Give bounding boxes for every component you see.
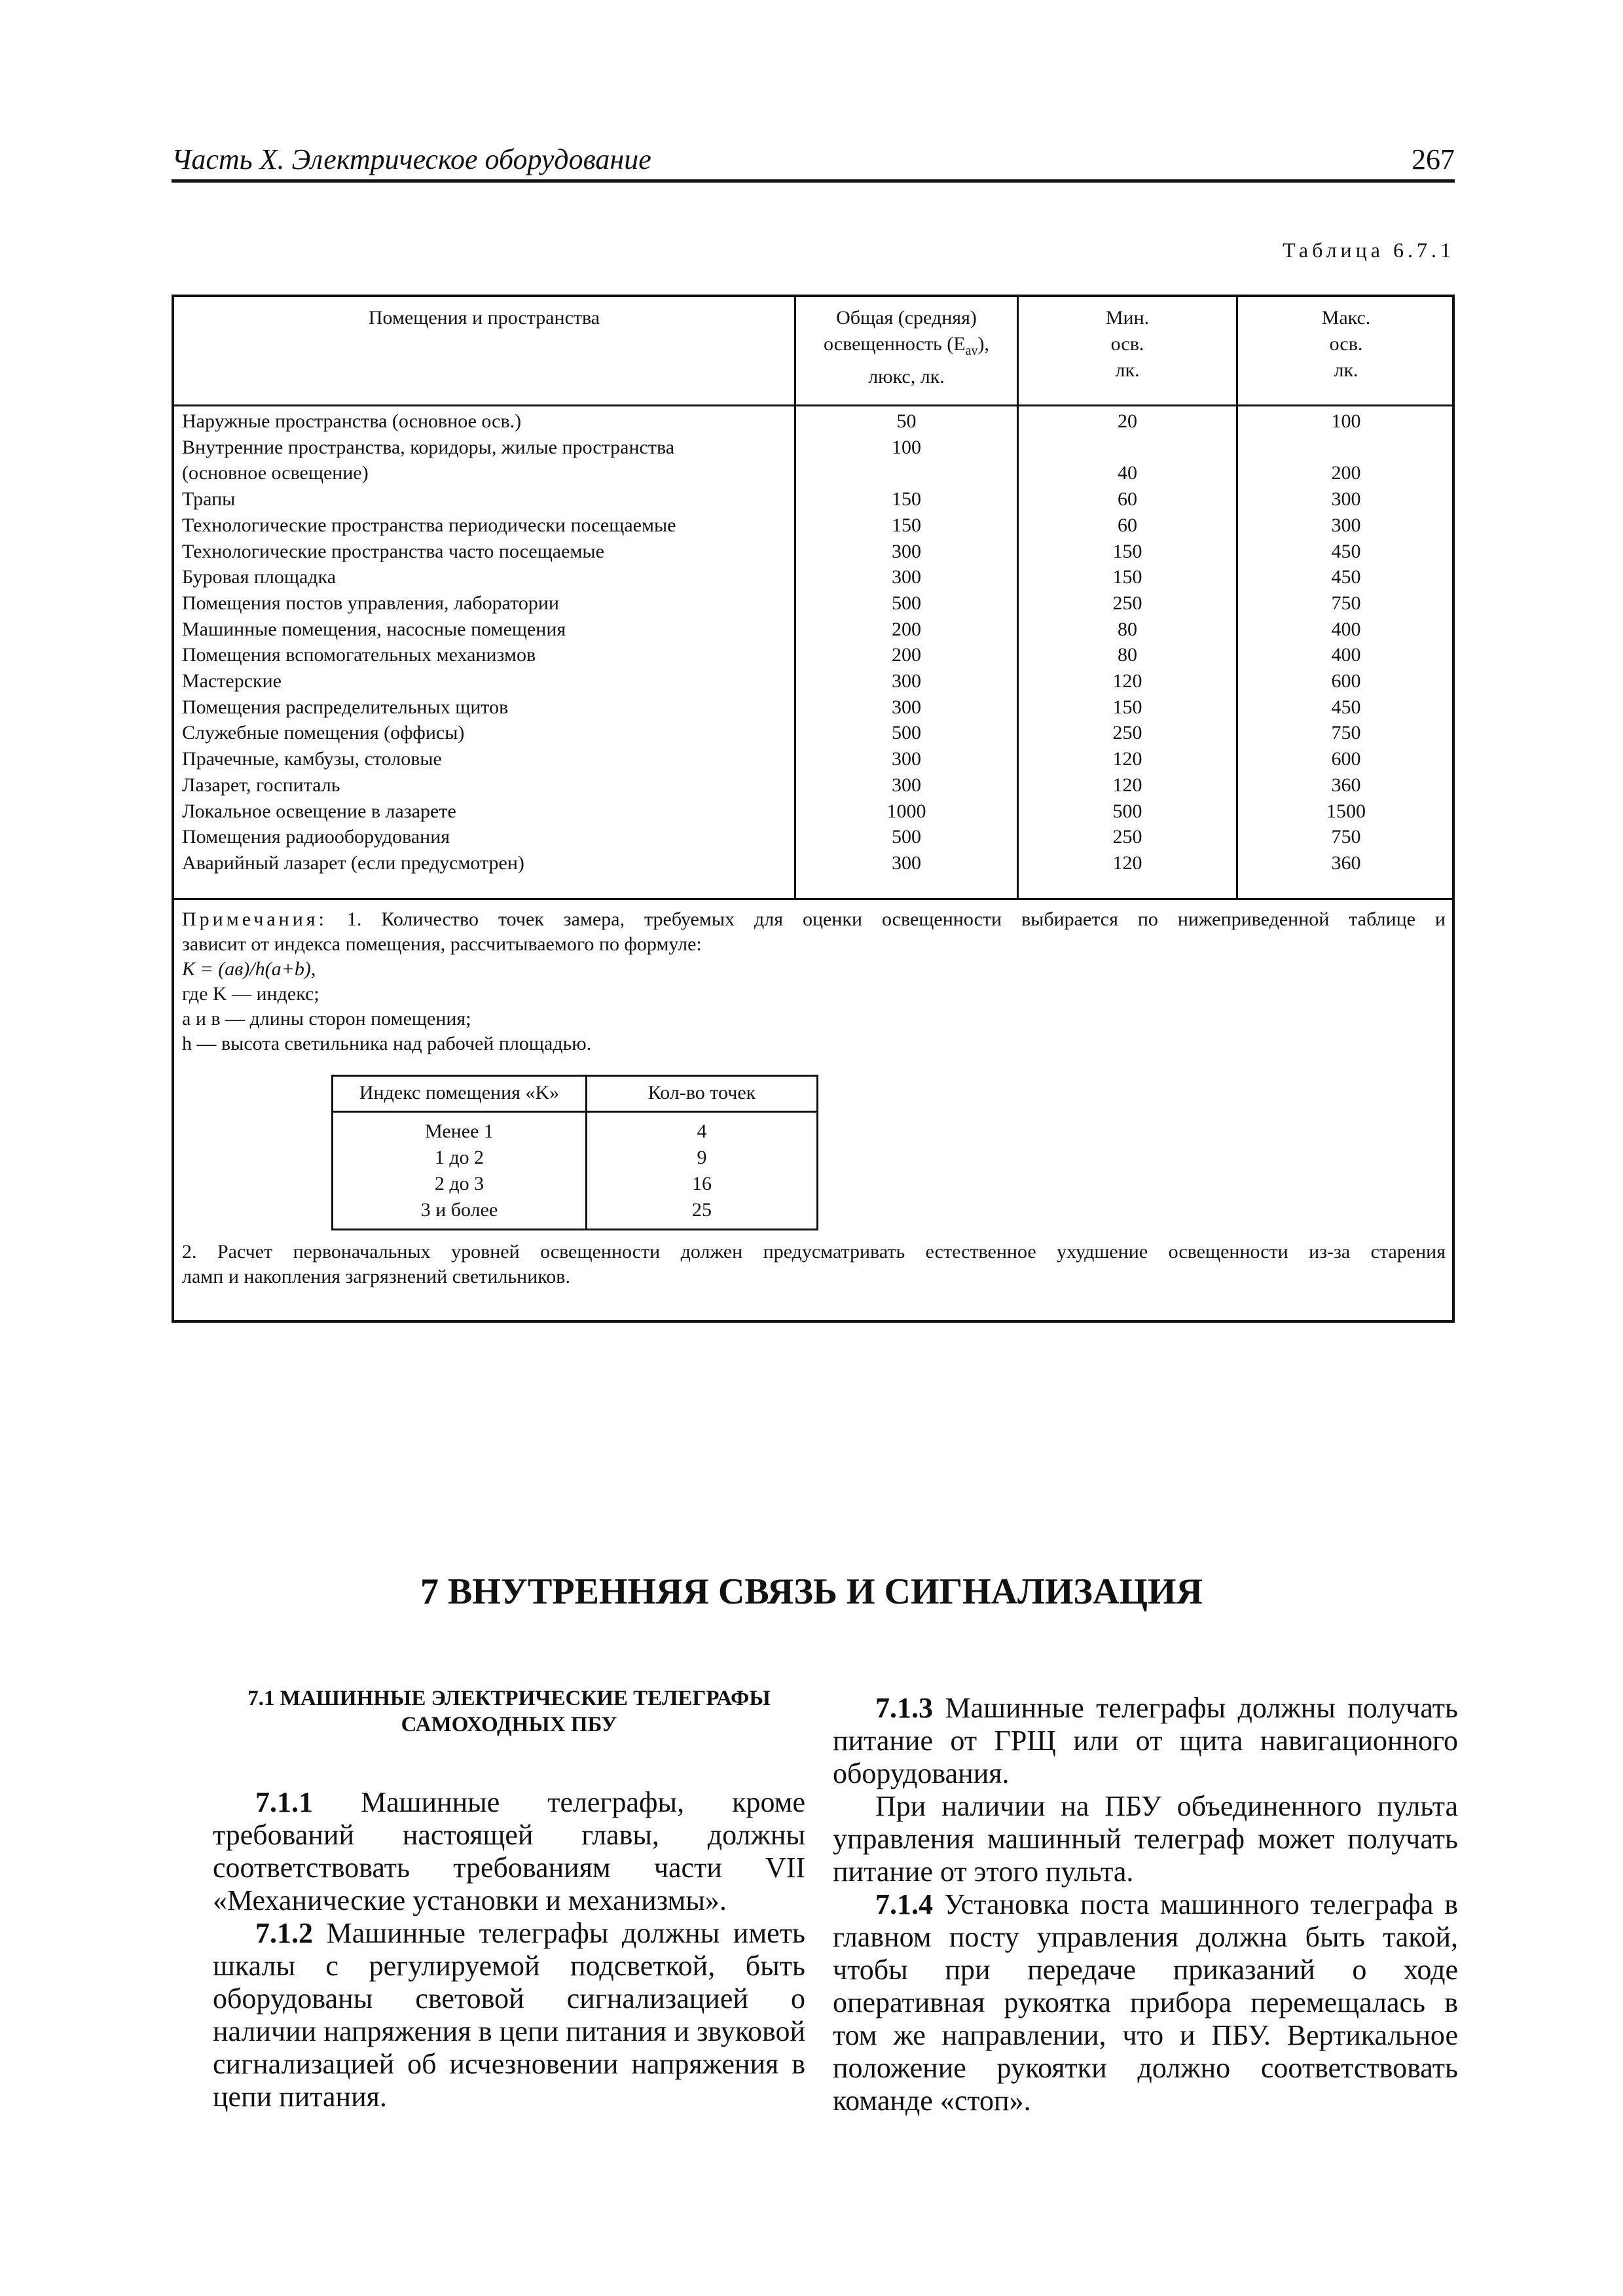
row-average-lux: 300 <box>892 670 921 692</box>
table-row <box>174 435 1452 461</box>
row-room-name: Буровая площадка <box>182 566 337 588</box>
paragraph-7-1-4: 7.1.4 Установка поста машинного телеграфа в главном посту управления должна быть такой, чтобы при передаче приказаний о ходе оперативная рукоятка прибора перемещалась в том же направлении, что и ПБУ. Вертикальное положение рукоятки должно соответствовать команде «стоп». <box>833 1888 1458 2117</box>
row-room-name: Помещения распределительных щитов <box>182 696 509 718</box>
note-1-continued: зависит от индекса помещения, рассчитываемого по формуле: <box>182 933 702 955</box>
row-room-name: (основное освещение) <box>182 462 369 484</box>
row-point-count: 25 <box>692 1199 712 1221</box>
row-room-index: 3 и более <box>420 1199 498 1221</box>
table-row <box>333 1197 816 1223</box>
note-1: Примечания: 1. Количество точек замера, требуемых для оценки освещенности выбирается по нижеприведенной таблице и <box>182 908 1446 930</box>
notes-divider <box>174 898 1452 900</box>
row-room-name: Внутренние пространства, коридоры, жилые пространства <box>182 436 675 458</box>
row-point-count: 9 <box>697 1147 707 1168</box>
row-room-name: Мастерские <box>182 670 282 692</box>
header-min: Мин. осв. лк. <box>1105 307 1150 381</box>
formula: K = (ав)/h(a+b), <box>182 958 316 980</box>
row-room-name: Технологические пространства периодически посещаемые <box>182 514 676 536</box>
table-row <box>333 1145 816 1171</box>
row-room-name: Лазарет, госпиталь <box>182 774 340 796</box>
row-room-name: Помещения постов управления, лаборатории <box>182 592 559 614</box>
right-column <box>833 1692 1458 2117</box>
row-average-lux: 150 <box>892 514 921 536</box>
row-min-lux: 120 <box>1112 748 1142 770</box>
row-room-index: 2 до 3 <box>434 1173 484 1194</box>
row-min-lux: 40 <box>1118 462 1137 484</box>
header-room-index: Индекс помещения «K» <box>359 1082 560 1103</box>
paragraph-7-1-3: 7.1.3 Машинные телеграфы должны получать питание от ГРЩ или от щита навигационного оборудования. <box>833 1692 1458 1789</box>
index-points-table <box>331 1075 818 1230</box>
page-number: 267 <box>1412 143 1455 175</box>
row-room-name: Помещения радиооборудования <box>182 826 450 848</box>
row-min-lux: 120 <box>1112 852 1142 874</box>
row-min-lux: 250 <box>1112 722 1142 744</box>
row-min-lux: 60 <box>1118 514 1137 536</box>
row-average-lux: 500 <box>892 722 921 744</box>
subsection-title-line1: 7.1 МАШИННЫЕ ЭЛЕКТРИЧЕСКИЕ ТЕЛЕГРАФЫ <box>247 1687 771 1710</box>
table-row <box>174 850 1452 876</box>
row-max-lux: 400 <box>1331 644 1361 666</box>
formula-where-k: где K — индекс; <box>182 983 319 1005</box>
row-max-lux: 750 <box>1331 826 1361 848</box>
header-title: Часть X. Электрическое оборудование <box>172 143 651 175</box>
row-max-lux: 360 <box>1331 774 1361 796</box>
row-min-lux: 80 <box>1118 644 1137 666</box>
header-rooms-label: Помещения и пространства <box>368 307 600 329</box>
row-max-lux: 360 <box>1331 852 1361 874</box>
row-room-name: Машинные помещения, насосные помещения <box>182 618 566 640</box>
row-average-lux: 300 <box>892 852 921 874</box>
row-min-lux: 80 <box>1118 618 1137 640</box>
row-min-lux: 120 <box>1112 670 1142 692</box>
header-average-line3: люкс, лк. <box>868 366 945 387</box>
row-max-lux: 750 <box>1331 722 1361 744</box>
subsection-title-line2: САМОХОДНЫХ ПБУ <box>401 1713 617 1736</box>
row-max-lux: 300 <box>1331 514 1361 536</box>
row-average-lux: 300 <box>892 774 921 796</box>
row-average-lux: 50 <box>896 410 917 432</box>
row-max-lux: 400 <box>1331 618 1361 640</box>
row-min-lux: 150 <box>1112 696 1142 718</box>
table-row <box>174 798 1452 825</box>
note-2-line1: 2. Расчет первоначальных уровней освещенности должен предусматривать естественное ухудшение освещенности из-за старения <box>182 1241 1446 1263</box>
header-average-line2: освещенность $(E_{av})$, <box>824 333 989 358</box>
table-row <box>174 668 1452 694</box>
row-min-lux: 20 <box>1118 410 1137 432</box>
table-row <box>174 746 1452 772</box>
header-divider <box>333 1111 816 1113</box>
left-column <box>213 1685 805 2113</box>
row-max-lux: 450 <box>1331 696 1361 718</box>
header-rule <box>172 179 1455 183</box>
row-room-name: Трапы <box>182 488 236 511</box>
row-room-name: Локальное освещение в лазарете <box>182 800 456 822</box>
header-rooms <box>174 305 794 331</box>
table-row <box>174 564 1452 590</box>
note-2 <box>182 1240 1446 1289</box>
row-room-name: Служебные помещения (оффисы) <box>182 722 465 744</box>
table-row <box>174 694 1452 721</box>
section-title: 7 ВНУТРЕННЯЯ СВЯЗЬ И СИГНАЛИЗАЦИЯ <box>420 1571 1203 1612</box>
table-row <box>174 720 1452 746</box>
header-divider <box>174 404 1452 406</box>
row-average-lux: 500 <box>892 592 921 614</box>
row-max-lux: 450 <box>1331 540 1361 562</box>
row-average-lux: 300 <box>892 696 921 718</box>
table-row <box>174 408 1452 435</box>
header-point-count: Кол-во точек <box>647 1082 756 1103</box>
table-row <box>174 642 1452 668</box>
row-average-lux: 150 <box>892 488 921 511</box>
table-notes <box>182 907 1446 1056</box>
row-max-lux: 1500 <box>1326 800 1366 822</box>
row-min-lux: 60 <box>1118 488 1137 511</box>
row-max-lux: 750 <box>1331 592 1361 614</box>
table-row <box>174 486 1452 512</box>
table-caption: Таблица 6.7.1 <box>1283 238 1455 262</box>
row-room-name: Прачечные, камбузы, столовые <box>182 748 442 770</box>
row-average-lux: 100 <box>892 436 921 458</box>
row-point-count: 16 <box>692 1173 712 1194</box>
row-average-lux: 200 <box>892 618 921 640</box>
row-max-lux: 100 <box>1331 410 1361 432</box>
row-max-lux: 300 <box>1331 488 1361 511</box>
header-max: Макс. осв. лк. <box>1321 307 1371 381</box>
paragraph-7-1-2: 7.1.2 Машинные телеграфы должны иметь шкалы с регулируемой подсветкой, быть оборудованы световой сигнализацией о наличии напряжения в цепи питания и звуковой сигнализацией об исчезновении напряжения в цепи питания. <box>213 1917 805 2113</box>
header-average <box>796 305 1017 390</box>
note-2-line2: ламп и накопления загрязнений светильников. <box>182 1266 570 1287</box>
paragraph-7-1-3-cont: При наличии на ПБУ объединенного пульта управления машинный телеграф может получать питание от этого пульта. <box>833 1790 1458 1888</box>
table-row <box>174 772 1452 798</box>
row-max-lux: 600 <box>1331 748 1361 770</box>
illumination-table <box>172 295 1455 1323</box>
row-average-lux: 300 <box>892 748 921 770</box>
row-room-name: Технологические пространства часто посещаемые <box>182 540 604 562</box>
row-room-name: Аварийный лазарет (если предусмотрен) <box>182 852 524 874</box>
row-max-lux: 200 <box>1331 462 1361 484</box>
row-point-count: 4 <box>697 1121 707 1142</box>
row-room-name: Наружные пространства (основное осв.) <box>182 410 522 432</box>
row-min-lux: 150 <box>1112 566 1142 588</box>
table-row <box>174 460 1452 486</box>
table-row <box>333 1171 816 1197</box>
row-min-lux: 500 <box>1112 800 1142 822</box>
row-average-lux: 200 <box>892 644 921 666</box>
row-room-index: 1 до 2 <box>434 1147 484 1168</box>
row-average-lux: 300 <box>892 540 921 562</box>
header-average-line1: Общая (средняя) <box>836 307 977 329</box>
row-min-lux: 250 <box>1112 826 1142 848</box>
row-average-lux: 500 <box>892 826 921 848</box>
table-row <box>174 539 1452 565</box>
page-header <box>172 143 1455 179</box>
row-min-lux: 150 <box>1112 540 1142 562</box>
row-max-lux: 450 <box>1331 566 1361 588</box>
paragraph-7-1-1: 7.1.1 Машинные телеграфы, кроме требований настоящей главы, должны соответствовать требованиям части VII «Механические установки и механизмы». <box>213 1786 805 1916</box>
table-row <box>174 617 1452 643</box>
formula-where-ab: а и в — длины сторон помещения; <box>182 1008 471 1030</box>
row-average-lux: 300 <box>892 566 921 588</box>
formula-where-h: h — высота светильника над рабочей площадью. <box>182 1033 592 1054</box>
row-average-lux: 1000 <box>886 800 926 822</box>
row-min-lux: 250 <box>1112 592 1142 614</box>
table-row <box>174 590 1452 617</box>
table-row <box>174 512 1452 539</box>
row-max-lux: 600 <box>1331 670 1361 692</box>
row-room-name: Помещения вспомогательных механизмов <box>182 644 536 666</box>
row-min-lux: 120 <box>1112 774 1142 796</box>
row-room-index: Менее 1 <box>425 1121 494 1142</box>
table-row <box>174 824 1452 850</box>
table-row <box>333 1119 816 1145</box>
